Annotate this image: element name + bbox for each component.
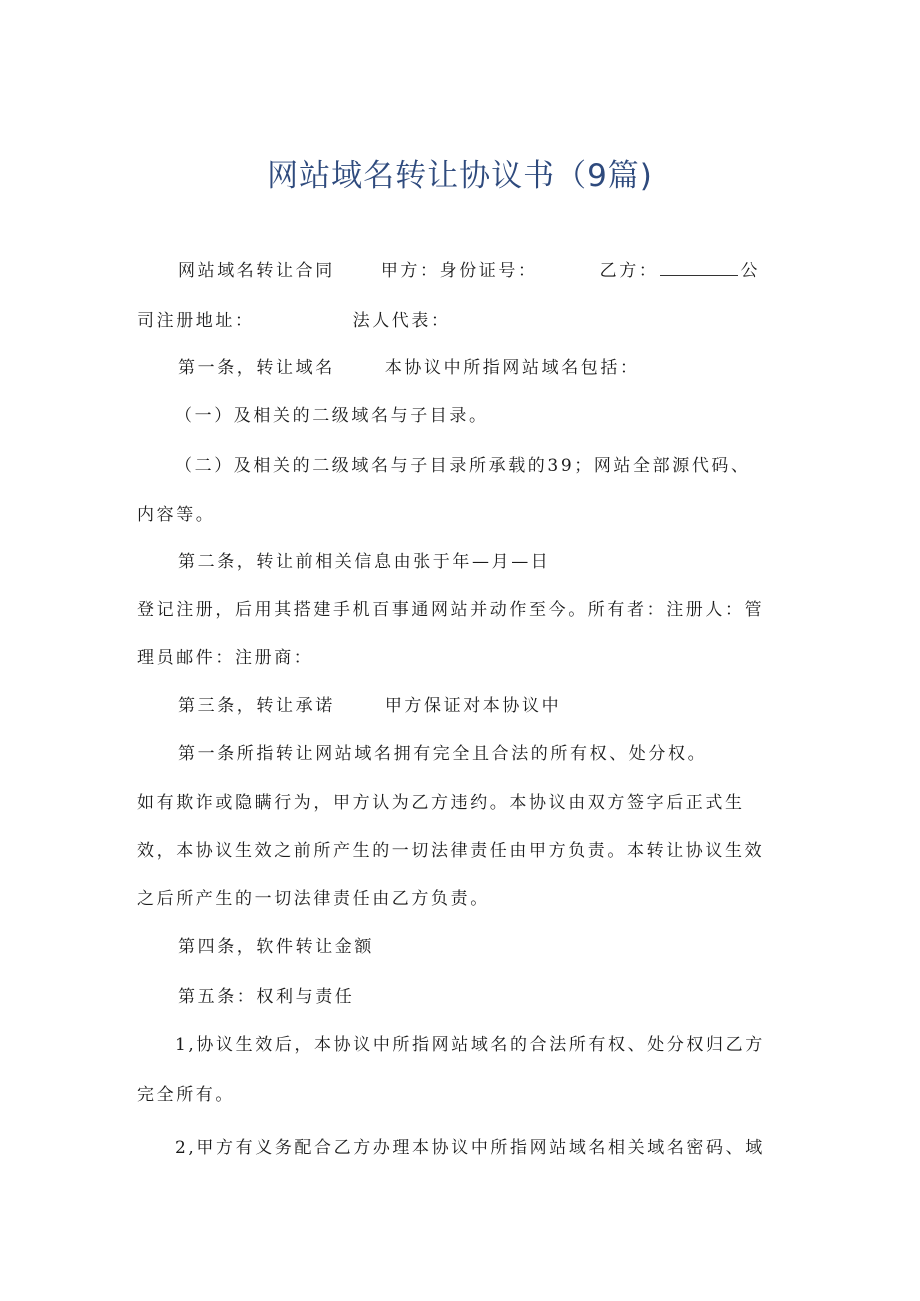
header-line-2 [137, 309, 451, 333]
article5-heading: 第五条：权利与责任 [178, 987, 355, 1007]
article1-item2-line1: （二）及相关的二级域名与子目录所承载的39；网站全部源代码、 [175, 456, 751, 476]
article1-intro: 本协议中所指网站域名包括： [384, 358, 640, 378]
party-b-blank [660, 261, 738, 276]
article3-heading: 第三条，转让承诺 [178, 696, 335, 716]
article3-line4: 效，本协议生效之前所产生的一切法律责任由甲方负责。本转让协议生效 [137, 841, 765, 861]
contract-name: 网站域名转让合同 [178, 261, 335, 281]
article1-item1: （一）及相关的二级域名与子目录。 [175, 406, 489, 426]
company-suffix: 公 [740, 261, 761, 281]
article1-heading: 第一条，转让域名 [178, 358, 335, 378]
legal-rep-label: 法人代表： [352, 311, 451, 331]
article4-heading: 第四条，软件转让金额 [178, 937, 374, 957]
article3-line3: 如有欺诈或隐瞒行为，甲方认为乙方违约。本协议由双方签字后正式生 [137, 793, 745, 813]
header-line-1 [178, 259, 760, 283]
party-a-label: 甲方：身份证号： [380, 261, 538, 281]
reg-address-label: 司注册地址： [137, 311, 255, 331]
party-b-label: 乙方： [599, 261, 659, 281]
article3-line2: 第一条所指转让网站域名拥有完全且合法的所有权、处分权。 [178, 744, 708, 764]
article1-item2-line2: 内容等。 [137, 505, 216, 525]
article2-line1: 第二条，转让前相关信息由张于年—月—日 [178, 552, 551, 572]
document-title: 网站域名转让协议书（9篇) [267, 158, 653, 194]
article2-line2: 登记注册，后用其搭建手机百事通网站并动作至今。所有者：注册人：管 [137, 600, 765, 620]
article3-intro: 甲方保证对本协议中 [384, 696, 562, 716]
article1-heading-line [178, 356, 640, 380]
article3-line5: 之后所产生的一切法律责任由乙方负责。 [137, 889, 490, 909]
article2-line3: 理员邮件：注册商： [137, 648, 314, 668]
article5-p1-line2: 完全所有。 [137, 1085, 235, 1105]
article5-p1-line1: 1,协议生效后，本协议中所指网站域名的合法所有权、处分权归乙方 [175, 1035, 765, 1055]
article3-heading-line [178, 694, 561, 718]
article5-p2-line1: 2,甲方有义务配合乙方办理本协议中所指网站域名相关域名密码、域 [175, 1138, 765, 1158]
